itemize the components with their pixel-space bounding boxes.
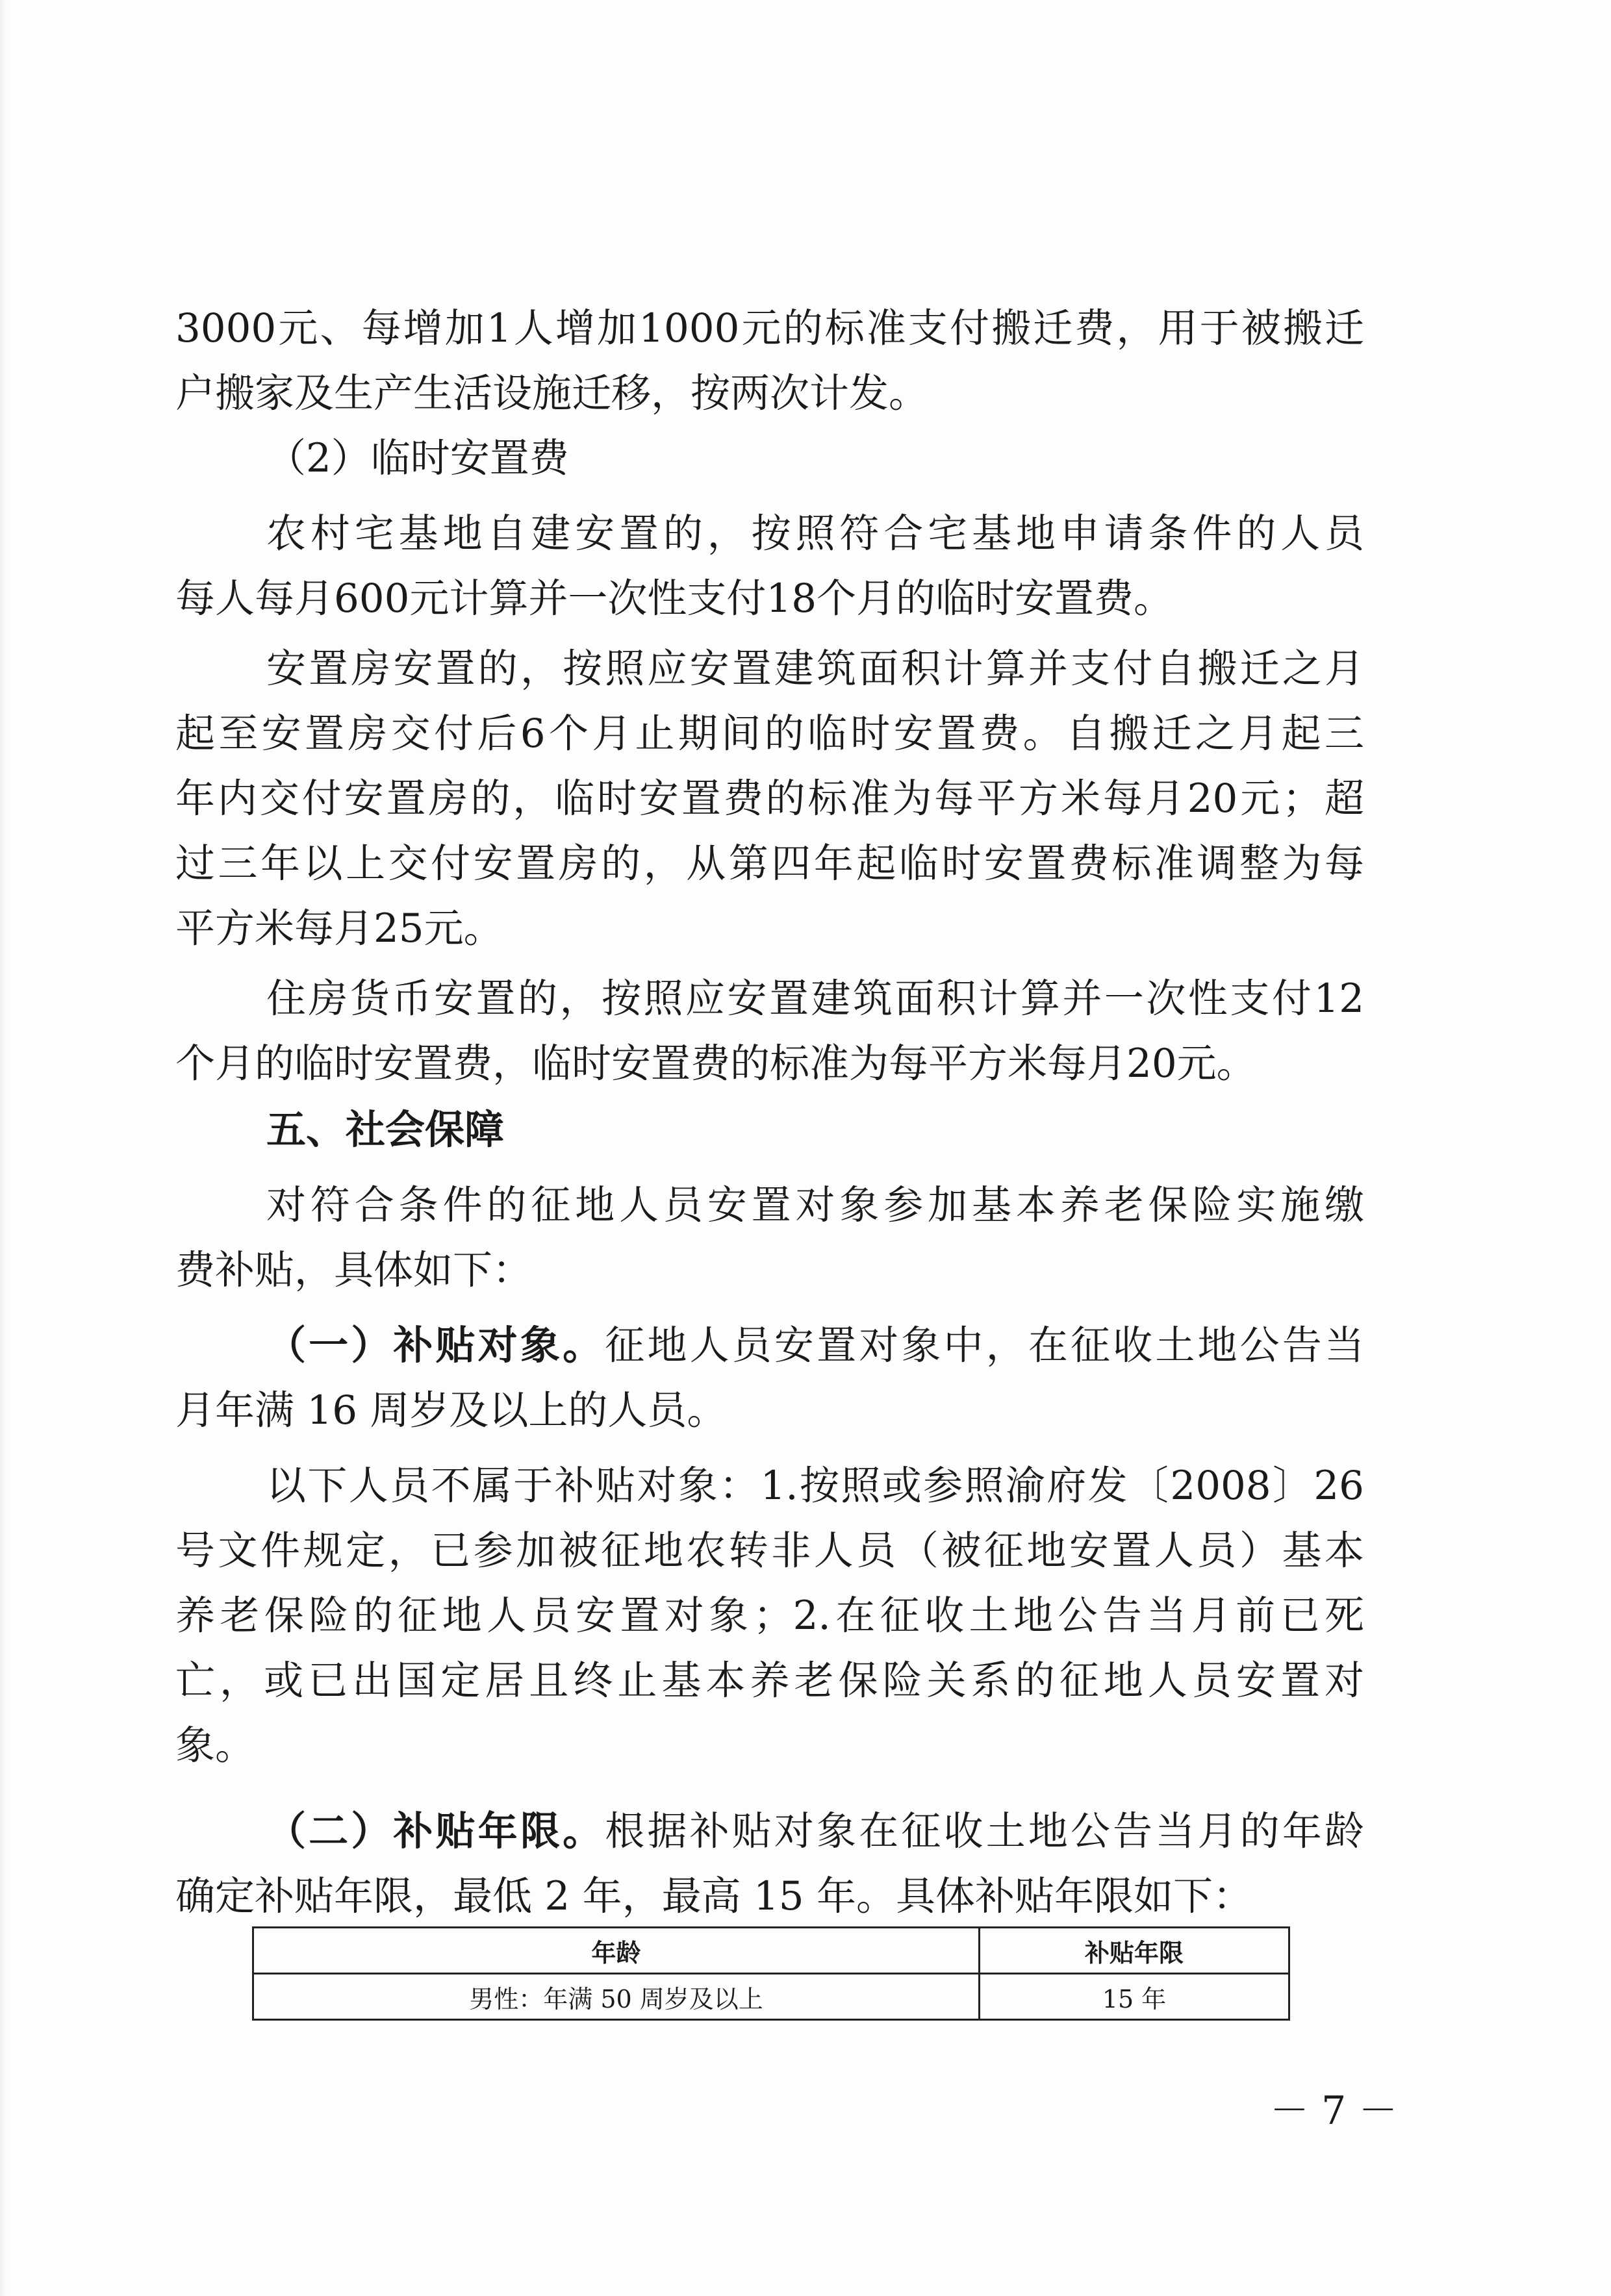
table-header-years: 补贴年限	[980, 1928, 1289, 1974]
section-heading: 五、社会保障	[266, 1107, 505, 1153]
subsidy-target-lead: （一）补贴对象。	[266, 1322, 605, 1369]
paragraph-line: 号文件规定，已参加被征地农转非人员（被征地安置人员）基本	[175, 1528, 1364, 1574]
table-cell-years: 15 年	[980, 1974, 1289, 2020]
paragraph-line: 个月的临时安置费，临时安置费的标准为每平方米每月20元。	[175, 1041, 1256, 1087]
subsidy-years-lead: （二）补贴年限。	[266, 1808, 605, 1854]
paragraph-line: 起至安置房交付后6个月止期间的临时安置费。自搬迁之月起三	[175, 711, 1364, 757]
table-cell-age: 男性：年满 50 周岁及以上	[253, 1974, 980, 2020]
paragraph-line: 费补贴，具体如下：	[175, 1247, 533, 1293]
subsection-heading: （2）临时安置费	[266, 435, 569, 481]
subsidy-target-text: 征地人员安置对象中，在征收土地公告当	[605, 1322, 1364, 1369]
table-header-row	[253, 1928, 1289, 1974]
paragraph-line: 确定补贴年限，最低 2 年，最高 15 年。具体补贴年限如下：	[175, 1873, 1252, 1919]
page-number: － 7 －	[1270, 2088, 1398, 2134]
paragraph-line: 以下人员不属于补贴对象：1.按照或参照渝府发〔2008〕26	[266, 1463, 1364, 1509]
subsidy-years-text: 根据补贴对象在征收土地公告当月的年龄	[605, 1808, 1364, 1854]
paragraph-line: 月年满 16 周岁及以上的人员。	[175, 1387, 727, 1433]
table-header-age: 年龄	[253, 1928, 980, 1974]
subsidy-years-table	[252, 1926, 1290, 2021]
subsidy-target-line	[266, 1313, 1364, 1378]
paragraph-line: 亡，或已出国定居且终止基本养老保险关系的征地人员安置对	[175, 1658, 1364, 1704]
paragraph-line: 安置房安置的，按照应安置建筑面积计算并支付自搬迁之月	[266, 646, 1364, 692]
paragraph-line: 象。	[175, 1722, 255, 1769]
paragraph-line: 对符合条件的征地人员安置对象参加基本养老保险实施缴	[266, 1182, 1364, 1228]
scan-edge-left	[0, 0, 6, 2296]
paragraph-line: 每人每月600元计算并一次性支付18个月的临时安置费。	[175, 575, 1174, 622]
paragraph-line: 农村宅基地自建安置的，按照符合宅基地申请条件的人员	[266, 511, 1364, 557]
paragraph-line: 过三年以上交付安置房的，从第四年起临时安置费标准调整为每	[175, 840, 1364, 887]
paragraph-line: 3000元、每增加1人增加1000元的标准支付搬迁费，用于被搬迁	[175, 305, 1364, 351]
subsidy-years-line	[266, 1799, 1364, 1864]
paragraph-line: 养老保险的征地人员安置对象；2.在征收土地公告当月前已死	[175, 1593, 1364, 1639]
paragraph-line: 年内交付安置房的，临时安置费的标准为每平方米每月20元；超	[175, 776, 1364, 822]
paragraph-line: 平方米每月25元。	[175, 905, 503, 952]
paragraph-line: 户搬家及生产生活设施迁移，按两次计发。	[175, 370, 929, 416]
paragraph-line: 住房货币安置的，按照应安置建筑面积计算并一次性支付12	[266, 976, 1364, 1022]
table-row	[253, 1974, 1289, 2020]
